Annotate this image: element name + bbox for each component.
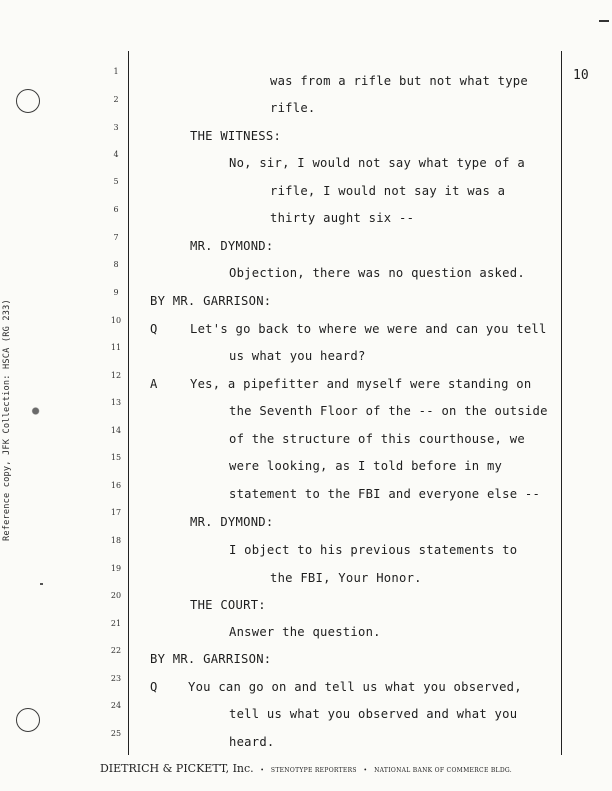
margin-dash bbox=[40, 583, 43, 585]
corner-mark bbox=[599, 20, 609, 22]
line-number: 21 bbox=[110, 619, 122, 628]
transcript-line: were looking, as I told before in my bbox=[229, 459, 503, 473]
footer-firm: DIETRICH & PICKETT, Inc. bbox=[99, 762, 254, 775]
punch-hole-top bbox=[16, 89, 40, 113]
line-number: 2 bbox=[113, 95, 119, 104]
transcript-line: No, sir, I would not say what type of a bbox=[229, 156, 525, 170]
line-number: 24 bbox=[110, 701, 122, 710]
transcript-line: Objection, there was no question asked. bbox=[229, 266, 525, 280]
line-number: 10 bbox=[110, 316, 122, 325]
transcript-line: tell us what you observed and what you bbox=[229, 707, 518, 721]
transcript-line: rifle, I would not say it was a bbox=[270, 184, 506, 198]
archive-reference-note: Reference copy, JFK Collection: HSCA (RG 233) bbox=[2, 299, 12, 541]
footer-separator: • bbox=[363, 767, 368, 774]
question-marker: Q bbox=[150, 680, 158, 694]
punch-hole-bottom bbox=[16, 708, 40, 732]
transcript-line: thirty aught six -- bbox=[270, 211, 415, 225]
speaker-label: THE WITNESS: bbox=[190, 129, 282, 143]
margin-smudge bbox=[30, 400, 44, 422]
line-number: 13 bbox=[110, 398, 122, 407]
line-number: 16 bbox=[110, 481, 122, 490]
line-number: 23 bbox=[110, 674, 122, 683]
transcript-line: the Seventh Floor of the -- on the outside bbox=[229, 404, 548, 418]
transcript-line: Let's go back to where we were and can you tell bbox=[190, 322, 547, 336]
footer-address: NATIONAL BANK OF COMMERCE BLDG. bbox=[374, 767, 513, 774]
line-number: 7 bbox=[113, 233, 119, 242]
line-number: 25 bbox=[110, 729, 122, 738]
footer-reporters: STENOTYPE REPORTERS bbox=[270, 767, 357, 774]
speaker-label: BY MR. GARRISON: bbox=[150, 294, 272, 308]
transcript-line: rifle. bbox=[270, 101, 316, 115]
line-number: 14 bbox=[110, 426, 122, 435]
line-number: 17 bbox=[110, 508, 122, 517]
line-number: 22 bbox=[110, 646, 122, 655]
transcript-line: statement to the FBI and everyone else -- bbox=[229, 487, 541, 501]
line-number: 5 bbox=[113, 177, 119, 186]
line-number: 20 bbox=[110, 591, 122, 600]
line-number: 9 bbox=[113, 288, 119, 297]
line-number: 11 bbox=[110, 343, 122, 352]
transcript-line: Answer the question. bbox=[229, 625, 381, 639]
speaker-label: BY MR. GARRISON: bbox=[150, 652, 272, 666]
line-number: 15 bbox=[110, 453, 122, 462]
answer-marker: A bbox=[150, 377, 158, 391]
footer-separator: • bbox=[260, 767, 265, 774]
line-number: 18 bbox=[110, 536, 122, 545]
line-number: 3 bbox=[113, 123, 119, 132]
page-number: 10 bbox=[573, 68, 589, 83]
line-number: 1 bbox=[113, 67, 119, 76]
transcript-line: Yes, a pipefitter and myself were standing on bbox=[190, 377, 532, 391]
line-number: 6 bbox=[113, 205, 119, 214]
transcript-line: You can go on and tell us what you observed, bbox=[188, 680, 522, 694]
speaker-label: MR. DYMOND: bbox=[190, 515, 274, 529]
transcript-line: us what you heard? bbox=[229, 349, 366, 363]
transcript-line: of the structure of this courthouse, we bbox=[229, 432, 525, 446]
reporter-footer bbox=[0, 762, 612, 775]
transcript-line: heard. bbox=[229, 735, 275, 749]
transcript-line: I object to his previous statements to bbox=[229, 543, 518, 557]
line-number: 12 bbox=[110, 371, 122, 380]
line-number: 8 bbox=[113, 260, 119, 269]
transcript-line: was from a rifle but not what type bbox=[270, 74, 528, 88]
question-marker: Q bbox=[150, 322, 158, 336]
line-number: 4 bbox=[113, 150, 119, 159]
transcript-line: the FBI, Your Honor. bbox=[270, 571, 422, 585]
speaker-label: THE COURT: bbox=[190, 598, 266, 612]
speaker-label: MR. DYMOND: bbox=[190, 239, 274, 253]
line-number: 19 bbox=[110, 564, 122, 573]
